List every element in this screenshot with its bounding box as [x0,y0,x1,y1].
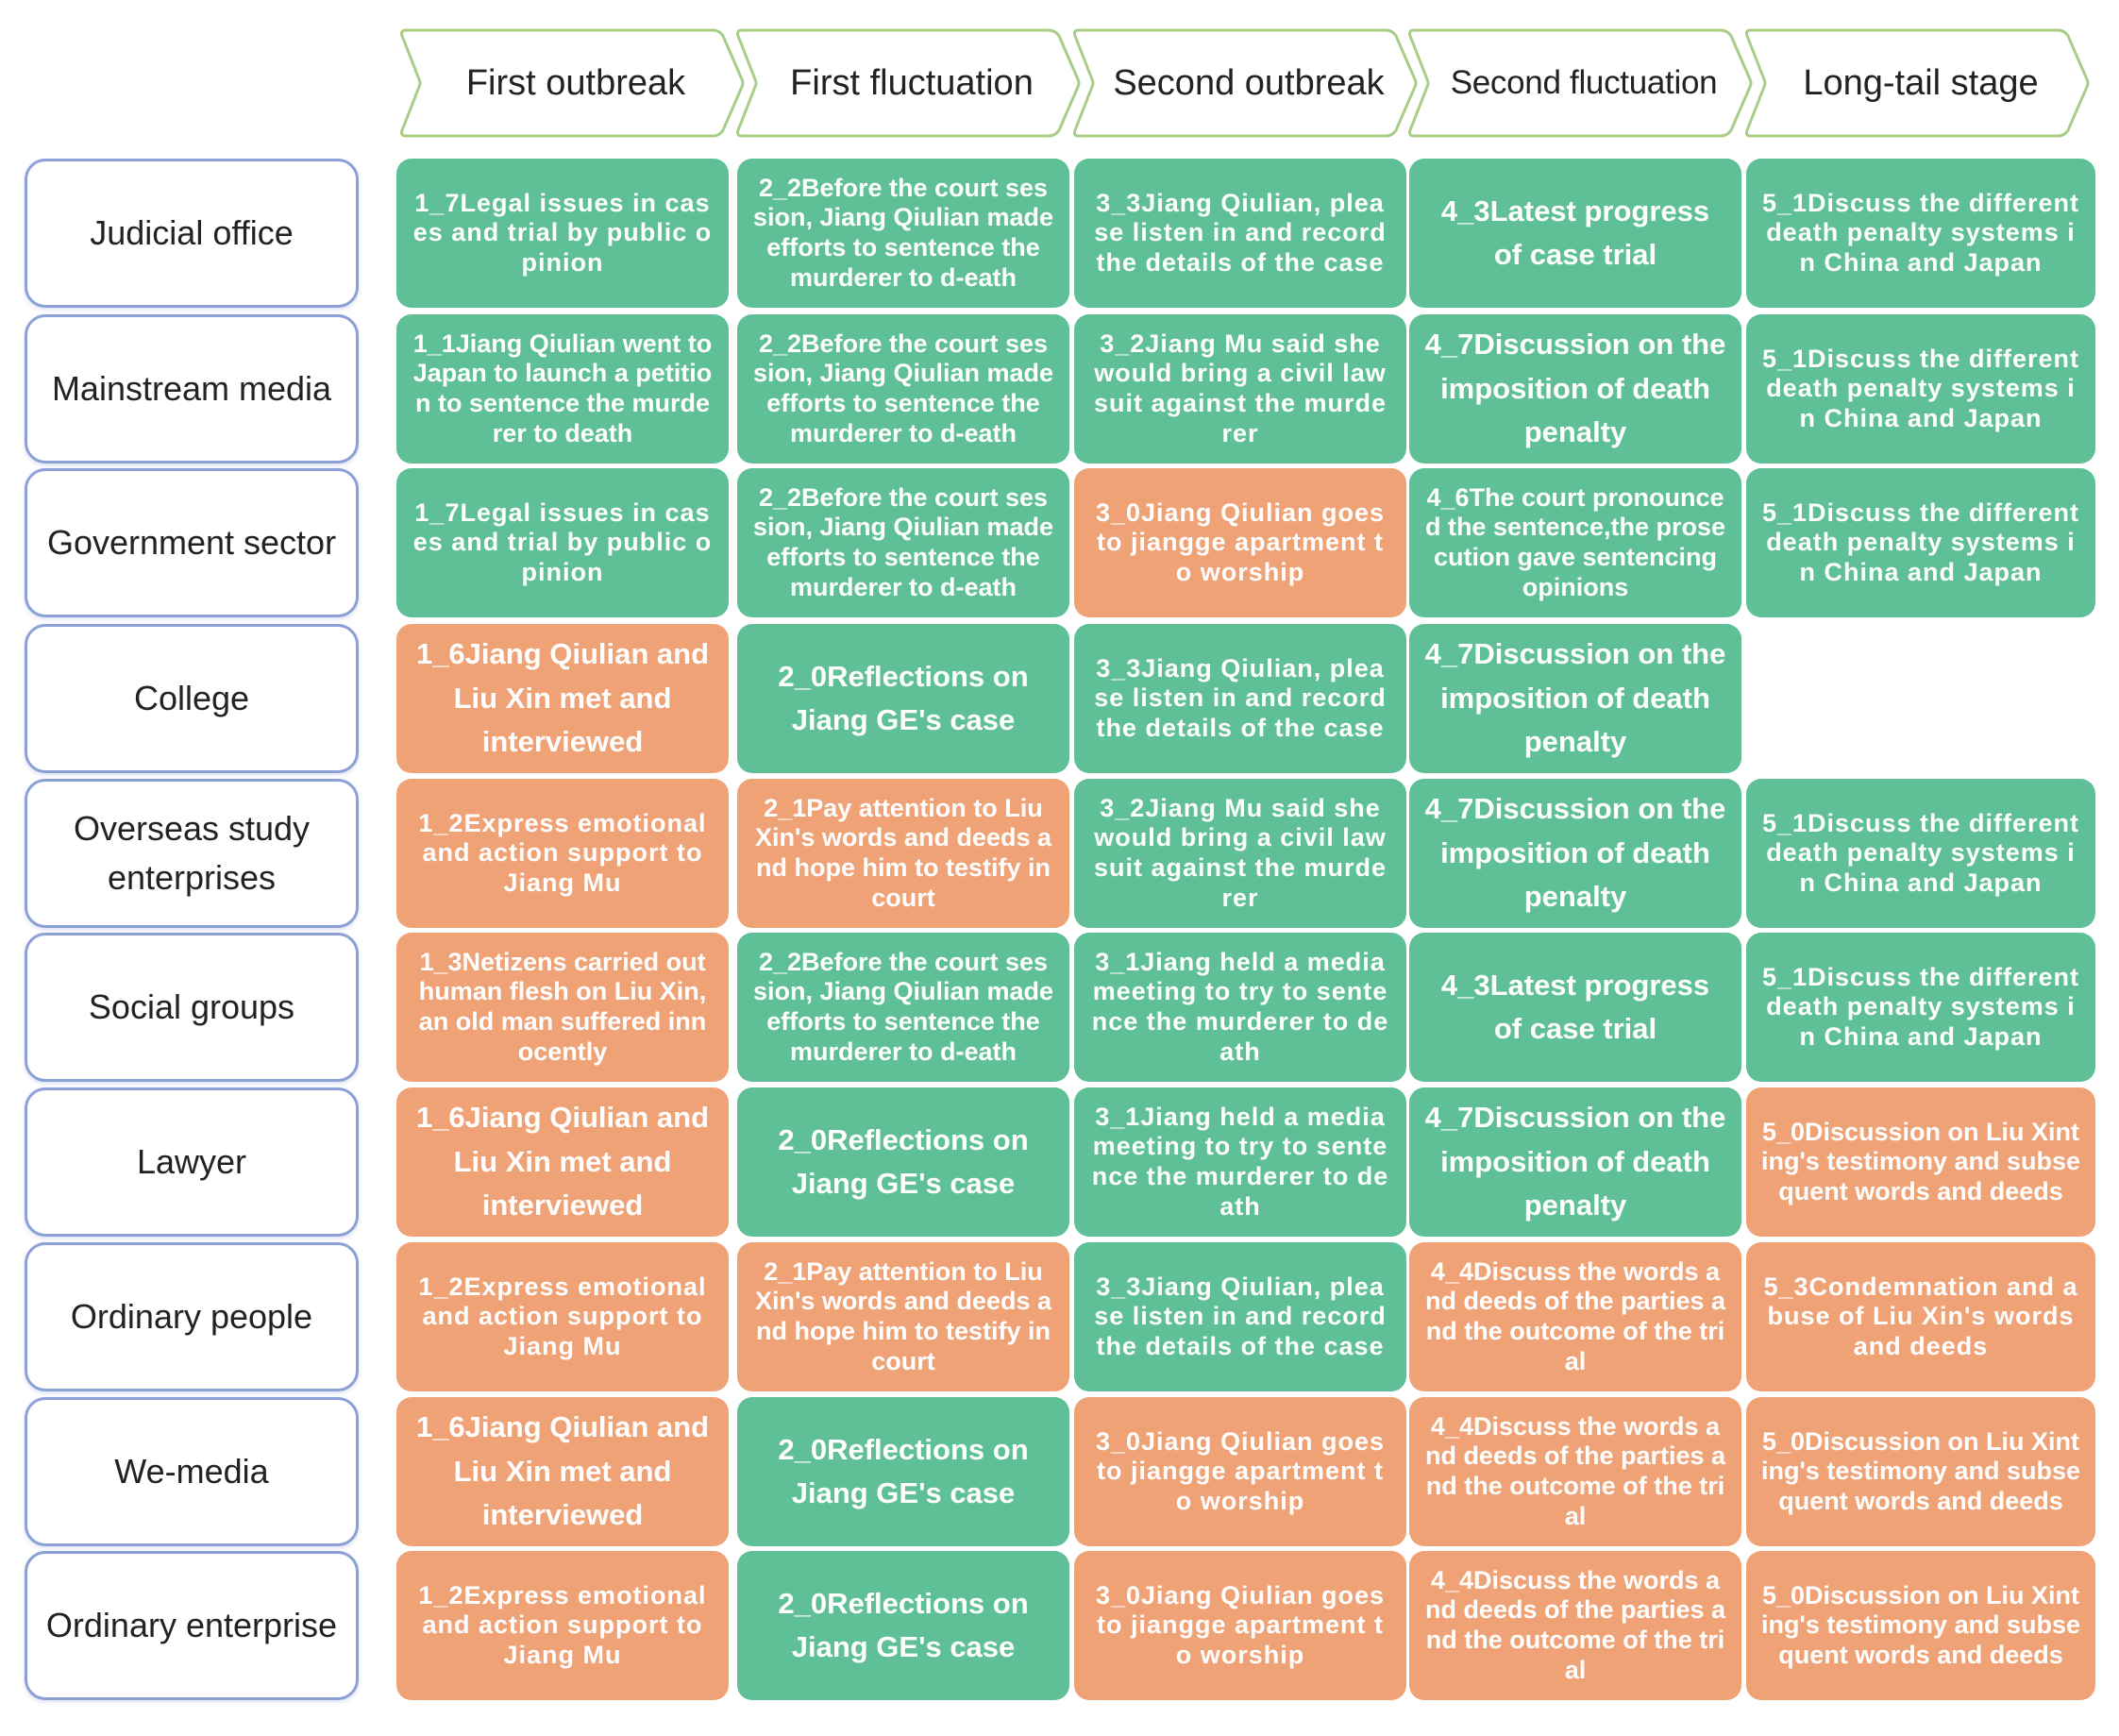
topic-text: 2_0Reflections on Jiang GE's case [778,1586,1029,1663]
topic-cell [396,314,729,463]
topic-cell [1409,159,1741,308]
topic-text: 5_3Condemnation and abuse of Liu Xin's words and deeds [1763,1272,2078,1360]
topic-text: 3_1Jiang held a media meeting to try to sentence the murderer to death [1091,1102,1389,1221]
stage-chevron [1069,26,1419,140]
topic-cell [396,933,729,1082]
stage-label: Second fluctuation [1450,64,1718,101]
topic-cell [1409,1551,1741,1700]
topic-cell [1074,159,1406,308]
topic-cell [737,159,1069,308]
topic-cell [396,1087,729,1237]
topic-cell [1746,1397,2095,1546]
topic-text: 2_2Before the court session, Jiang Qiulian made efforts to sentence the murderer to d-eath [752,482,1054,601]
topic-text: 1_2Express emotional and action support to Jiang Mu [418,808,707,897]
topic-text: 1_6Jiang Qiulian and Liu Xin met and interviewed [415,1410,710,1532]
stage-chevron [732,26,1082,140]
topic-text: 1_6Jiang Qiulian and Liu Xin met and interviewed [415,1101,710,1222]
topic-cell [396,1242,729,1391]
topic-cell [1746,468,2095,617]
topic-cell [1074,933,1406,1082]
topic-cell [737,1242,1069,1391]
topic-cell [1074,1397,1406,1546]
topic-text: 5_1Discuss the different death penalty systems in China and Japan [1761,808,2080,897]
topic-cell [1746,1087,2095,1237]
topic-text: 5_1Discuss the different death penalty systems in China and Japan [1761,188,2080,277]
topic-cell [1409,468,1741,617]
stage-chevron [1404,26,1754,140]
topic-text: 1_7Legal issues in cases and trial by public opinion [412,188,713,277]
actor-label: Ordinary enterprise [25,1551,359,1700]
actor-label: We-media [25,1397,359,1546]
topic-text: 3_3Jiang Qiulian, please listen in and record the details of the case [1094,653,1387,742]
topic-text: 4_7Discussion on the imposition of death penalty [1424,328,1726,449]
topic-text: 5_1Discuss the different death penalty systems in China and Japan [1761,344,2080,432]
actor-label: Overseas study enterprises [25,779,359,928]
topic-cell [737,1397,1069,1546]
topic-cell [1074,1551,1406,1700]
topic-text: 4_3Latest progress of case trial [1440,968,1710,1045]
topic-text: 4_7Discussion on the imposition of death penalty [1424,637,1726,759]
topic-cell [1746,933,2095,1082]
topic-text: 3_0Jiang Qiulian goes to jiangge apartment to worship [1095,497,1386,586]
topic-text: 4_7Discussion on the imposition of death penalty [1424,1101,1726,1222]
topic-text: 2_1Pay attention to Liu Xin's words and deeds and hope him to testify in court [754,1256,1051,1375]
stage-label: First fluctuation [790,62,1034,103]
topic-text: 5_0Discussion on Liu Xinting's testimony and subsequent words and deeds [1761,1580,2080,1669]
stage-label: Long-tail stage [1803,62,2039,103]
topic-cell [737,1551,1069,1700]
topic-cell [1746,1551,2095,1700]
topic-cell [396,159,729,308]
actor-label: Lawyer [25,1087,359,1237]
topic-cell [737,779,1069,928]
topic-text: 4_4Discuss the words and deeds of the parties and the outcome of the trial [1424,1565,1726,1684]
topic-cell [737,624,1069,773]
topic-text: 1_3Netizens carried out human flesh on Liu Xin, an old man suffered innocently [418,947,707,1066]
topic-cell [737,1087,1069,1237]
topic-text: 3_2Jiang Mu said she would bring a civil lawsuit against the murderer [1093,329,1387,447]
topic-cell [1409,1087,1741,1237]
topic-text: 3_0Jiang Qiulian goes to jiangge apartment to worship [1095,1426,1386,1515]
actor-label: College [25,624,359,773]
topic-text: 2_2Before the court session, Jiang Qiulian made efforts to sentence the murderer to d-eath [752,947,1054,1066]
topic-cell [1074,779,1406,928]
topic-cell [1074,314,1406,463]
topic-cell [1746,314,2095,463]
topic-cell [1074,1242,1406,1391]
stage-label: First outbreak [465,62,686,103]
topic-cell [1409,624,1741,773]
topic-cell [1746,1242,2095,1391]
topic-text: 4_4Discuss the words and deeds of the parties and the outcome of the trial [1424,1256,1726,1375]
topic-cell [1409,779,1741,928]
topic-text: 1_1Jiang Qiulian went to Japan to launch a petition to sentence the murderer to death [412,329,713,447]
stage-chevron [1741,26,2091,140]
topic-cell [1409,933,1741,1082]
topic-cell [1409,1397,1741,1546]
topic-text: 2_0Reflections on Jiang GE's case [778,1432,1029,1509]
topic-cell [396,624,729,773]
topic-cell [1746,779,2095,928]
actor-label: Judicial office [25,159,359,308]
actor-label: Mainstream media [25,314,359,463]
topic-cell [1074,468,1406,617]
topic-text: 2_2Before the court session, Jiang Qiulian made efforts to sentence the murderer to d-eath [752,329,1054,447]
topic-text: 2_0Reflections on Jiang GE's case [778,1122,1029,1200]
topic-text: 3_3Jiang Qiulian, please listen in and record the details of the case [1094,188,1387,277]
topic-text: 2_0Reflections on Jiang GE's case [778,659,1029,736]
topic-text: 3_2Jiang Mu said she would bring a civil lawsuit against the murderer [1093,793,1387,912]
topic-text: 3_3Jiang Qiulian, please listen in and record the details of the case [1094,1272,1387,1360]
topic-cell [396,468,729,617]
topic-cell [737,933,1069,1082]
topic-cell [1409,1242,1741,1391]
topic-text: 3_1Jiang held a media meeting to try to sentence the murderer to death [1091,947,1389,1066]
topic-cell [1074,624,1406,773]
actor-label: Ordinary people [25,1242,359,1391]
topic-text: 2_2Before the court session, Jiang Qiulian made efforts to sentence the murderer to d-eath [752,173,1054,292]
topic-cell [1074,1087,1406,1237]
topic-text: 1_7Legal issues in cases and trial by public opinion [412,497,713,586]
topic-text: 1_6Jiang Qiulian and Liu Xin met and interviewed [415,637,710,759]
topic-cell [396,1397,729,1546]
topic-text: 4_4Discuss the words and deeds of the parties and the outcome of the trial [1424,1411,1726,1530]
topic-cell [396,1551,729,1700]
stage-header [396,26,2100,140]
topic-text: 1_2Express emotional and action support to Jiang Mu [418,1272,707,1360]
topic-cell [737,314,1069,463]
topic-cell [1746,159,2095,308]
actor-label: Government sector [25,468,359,617]
topic-text: 5_1Discuss the different death penalty systems in China and Japan [1761,962,2080,1051]
topic-text: 4_6The court pronounced the sentence,the prosecution gave sentencing opinions [1424,482,1726,601]
topic-text: 1_2Express emotional and action support to Jiang Mu [418,1580,707,1669]
stage-label: Second outbreak [1113,62,1385,103]
topic-text: 3_0Jiang Qiulian goes to jiangge apartment to worship [1095,1580,1386,1669]
topic-text: 4_7Discussion on the imposition of death penalty [1424,792,1726,914]
topic-text: 4_3Latest progress of case trial [1440,194,1710,271]
topic-cell [1409,314,1741,463]
topic-cell [396,779,729,928]
topic-text: 5_0Discussion on Liu Xinting's testimony and subsequent words and deeds [1761,1426,2080,1515]
topic-cell [737,468,1069,617]
actor-label: Social groups [25,933,359,1082]
topic-text: 5_1Discuss the different death penalty systems in China and Japan [1761,497,2080,586]
stage-chevron [396,26,746,140]
topic-text: 5_0Discussion on Liu Xinting's testimony and subsequent words and deeds [1761,1117,2080,1205]
topic-text: 2_1Pay attention to Liu Xin's words and deeds and hope him to testify in court [754,793,1051,912]
